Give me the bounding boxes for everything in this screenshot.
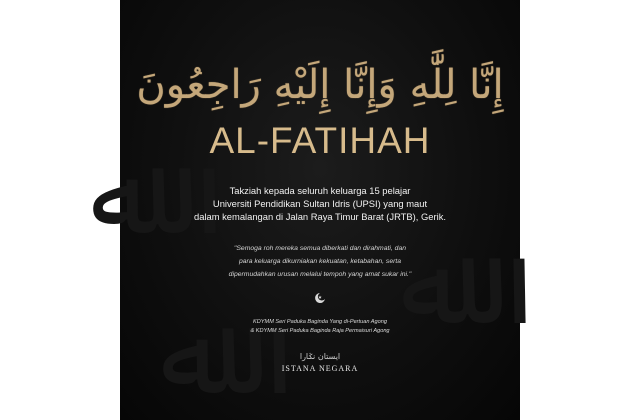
- crescent-icon: [314, 292, 326, 304]
- prayer-quote: [150, 242, 490, 281]
- message-line: dalam kemalangan di Jalan Raya Timur Barat (JRTB), Gerik.: [193, 211, 446, 222]
- background-watermark: ﷲ: [90, 131, 155, 259]
- quote-line: para keluarga dikurniakan kekuatan, ketabahan, serta: [238, 258, 402, 265]
- attribution-line: & KDYMM Seri Paduka Baginda Raja Permaisuri Agong: [250, 328, 390, 334]
- footer-org-name: ISTANA NEGARA: [281, 364, 359, 373]
- background-watermark: ﷲ: [160, 291, 225, 419]
- page-title: AL-FATIHAH: [209, 120, 431, 161]
- message-line: Universiti Pendidikan Sultan Idris (UPSI) yang maut: [212, 198, 428, 209]
- footer-jawi-text: ايستان نݢارا: [299, 352, 341, 361]
- attribution-line: KDYMM Seri Paduka Baginda Yang di-Pertuan Agong: [253, 319, 387, 325]
- condolence-poster: [90, 0, 520, 420]
- quote-line: dipermudahkan urusan melalui tempoh yang amat sukar ini.": [228, 271, 412, 278]
- calligraphy-text: إِنَّا لِلَّٰهِ وَإِنَّا إِلَيْهِ رَاجِعُونَ: [136, 62, 504, 108]
- arabic-calligraphy: [120, 50, 520, 120]
- background-watermark: ﷲ: [400, 221, 465, 349]
- condolence-message: [140, 184, 500, 223]
- attribution: [150, 318, 490, 336]
- quote-line: "Semoga roh mereka semua diberkati dan dirahmati, dan: [233, 245, 407, 252]
- message-line: Takziah kepada seluruh keluarga 15 pelajar: [229, 185, 411, 196]
